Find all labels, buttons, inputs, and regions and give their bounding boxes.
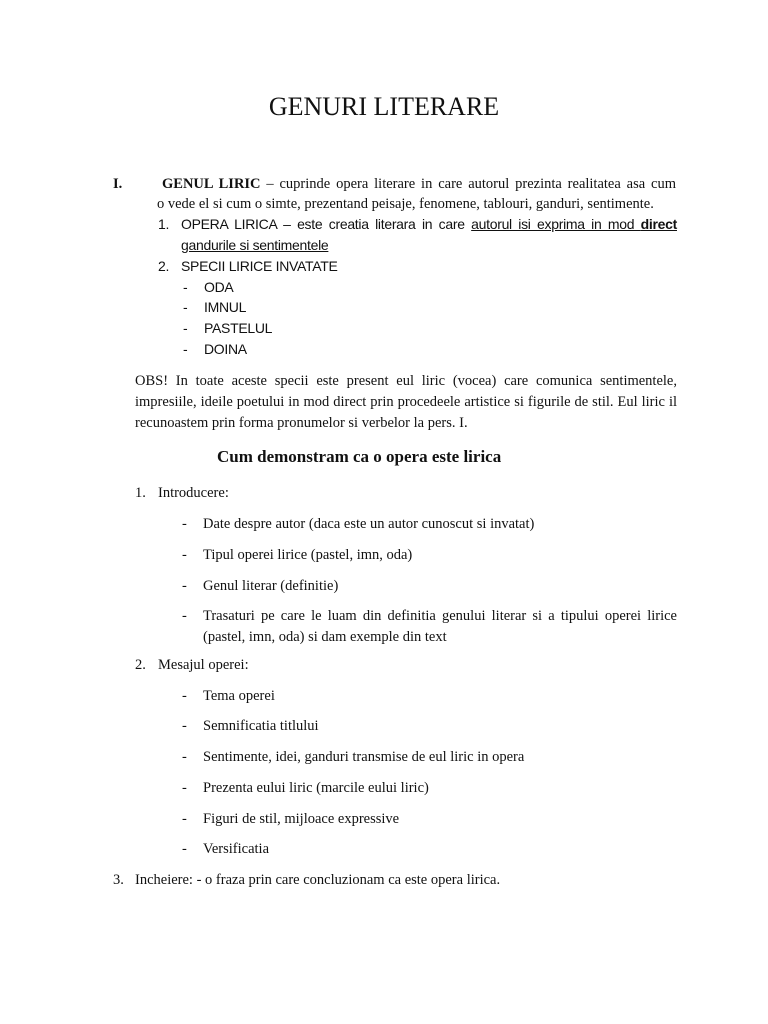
species-dash: - (183, 320, 188, 336)
page-title: GENURI LITERARE (268, 92, 500, 121)
bullet-dash: - (182, 578, 187, 594)
message-item: Tema operei (203, 688, 275, 704)
message-item: Prezenta eului liric (marcile eului liric) (203, 780, 429, 796)
species-dash: - (183, 299, 188, 315)
part2-label: Mesajul operei: (158, 657, 249, 673)
bullet-dash: - (182, 516, 187, 532)
bullet-dash: - (182, 547, 187, 563)
part1-number: 1. (135, 485, 146, 501)
intro-item: Date despre autor (daca este un autor cunoscut si invatat) (203, 516, 535, 532)
item1-number: 1. (158, 216, 170, 232)
species-dash: - (183, 279, 188, 295)
item1-part-a: OPERA LIRICA – este creatia literara in care (181, 216, 472, 232)
genre-heading: GENUL LIRIC (162, 176, 261, 192)
obs-paragraph: OBS! In toate aceste specii este present eul liric (vocea) care comunica sentimentele, impresiile, ideile poetului in mod direct prin procedeele artistice si figurile de stil. Eul liric il recunoastem prin forma pronumelor si verbelor la pers. I. (135, 373, 677, 431)
item2-number: 2. (158, 258, 170, 274)
part3-number: 3. (113, 872, 124, 888)
species-dash: - (183, 341, 188, 357)
intro-item: Tipul operei lirice (pastel, imn, oda) (203, 547, 413, 563)
section-heading: Cum demonstram ca o opera este lirica (217, 447, 502, 466)
item2-label: SPECII LIRICE INVATATE (181, 258, 338, 274)
species-item: ODA (204, 279, 234, 295)
section-intro (162, 174, 676, 195)
part2-number: 2. (135, 657, 146, 673)
bullet-dash: - (182, 749, 187, 765)
part3-text: Incheiere: - o fraza prin care concluzionam ca este opera lirica. (135, 872, 501, 888)
item1-line2: gandurile si sentimentele (181, 237, 329, 253)
bullet-dash: - (182, 608, 187, 624)
item1-direct: direct (640, 216, 677, 232)
section-numeral: I. (113, 176, 123, 192)
intro-text: – cuprinde opera literare in care autorul prezinta realitatea asa cum (260, 176, 676, 192)
intro-line2: o vede el si cum o simte, prezentand peisaje, fenomene, tablouri, ganduri, sentimente. (157, 196, 654, 212)
species-item: PASTELUL (204, 320, 273, 336)
part1-label: Introducere: (158, 485, 229, 501)
item1-text (181, 214, 677, 235)
item1-part-b: autorul isi exprima in mod (471, 216, 641, 232)
bullet-dash: - (182, 811, 187, 827)
species-item: DOINA (204, 341, 247, 357)
bullet-dash: - (182, 780, 187, 796)
bullet-dash: - (182, 688, 187, 704)
bullet-dash: - (182, 841, 187, 857)
item1-underlined (471, 216, 677, 232)
bullet-dash: - (182, 718, 187, 734)
message-item: Versificatia (203, 841, 270, 857)
intro-item: Trasaturi pe care le luam din definitia genului literar si a tipului operei lirice (pastel, imn, oda) si dam exemple din text (203, 608, 677, 645)
intro-item: Genul literar (definitie) (203, 578, 339, 594)
message-item: Sentimente, idei, ganduri transmise de eul liric in opera (203, 749, 525, 765)
species-item: IMNUL (204, 299, 247, 315)
message-item: Figuri de stil, mijloace expressive (203, 811, 400, 827)
message-item: Semnificatia titlului (203, 718, 319, 734)
